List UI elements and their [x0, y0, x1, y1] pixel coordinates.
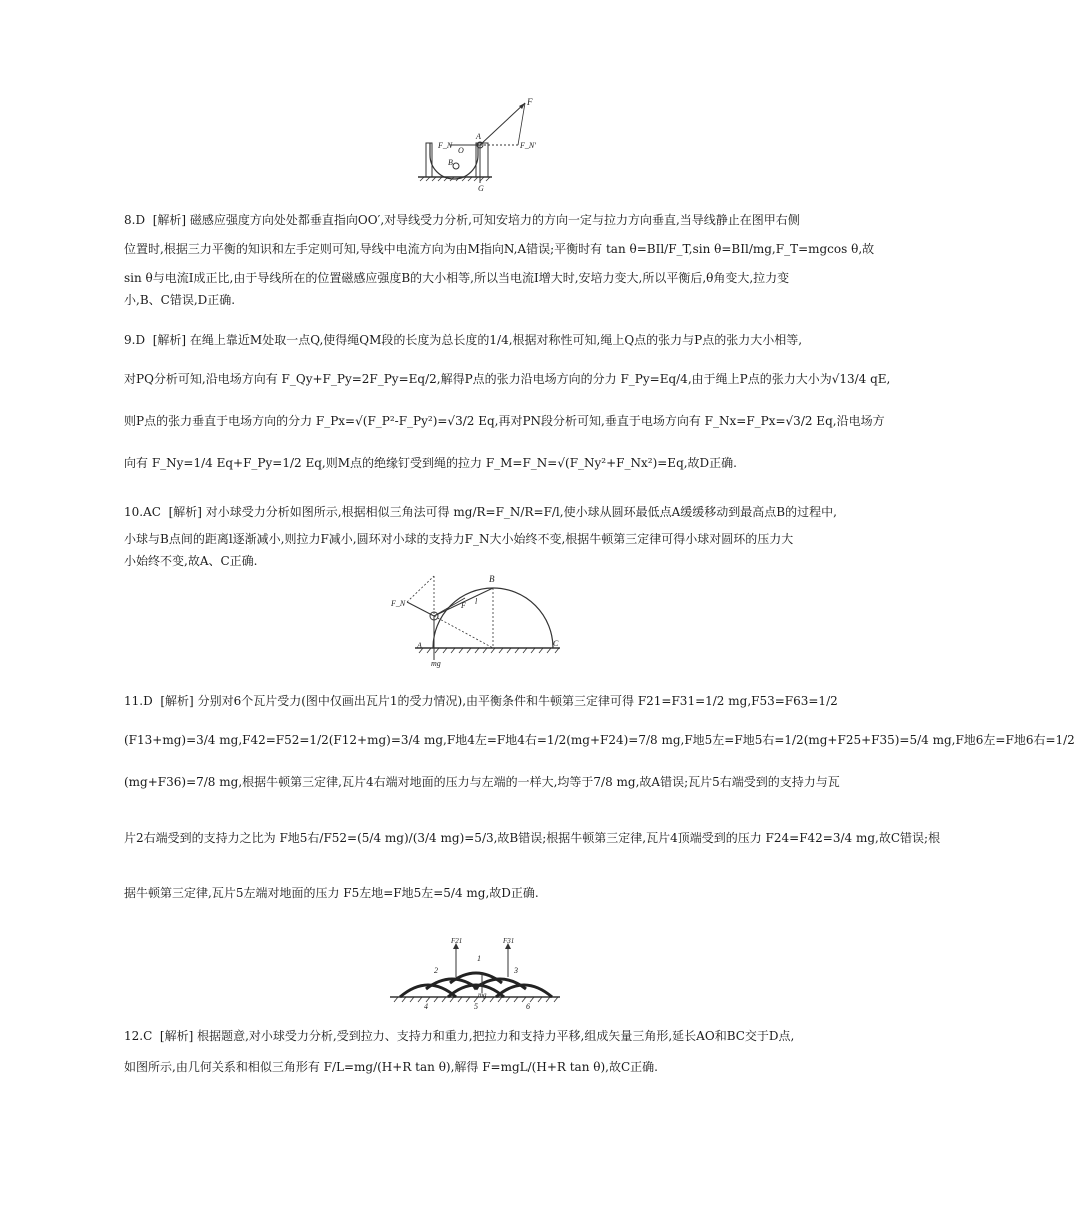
- fig1-label-g: G: [478, 184, 484, 193]
- figure-2-svg: [385, 568, 565, 668]
- fig2-label-a: A: [417, 641, 422, 650]
- figure-3-svg: [388, 935, 563, 1015]
- solution-12-head: 12.C: [124, 1029, 153, 1043]
- solution-10-tag: [解析]: [168, 505, 202, 519]
- fig2-label-c: C: [553, 639, 559, 648]
- solution-8-tag: [解析]: [152, 213, 187, 227]
- solution-12-line-2: [124, 1047, 830, 1087]
- solution-11-head: 11.D: [124, 694, 153, 708]
- figure-1: [410, 95, 550, 195]
- solution-11: [124, 683, 1075, 913]
- solution-9-text-1: 在绳上靠近M处取一点Q,使得绳QM段的长度为总长度的1/4,根据对称性可知,绳上Q点的张力与P点的张力大小相等,: [189, 333, 803, 347]
- solution-10-text-2: 小球与B点间的距离l逐渐减小,则拉力F减小,圆环对小球的支持力F_N大小始终不变,根据牛顿第三定律可得小球对圆环的压力大: [124, 532, 794, 546]
- solution-8-line-2: [124, 231, 875, 267]
- solution-9: [124, 322, 891, 484]
- fig3-label-4: 4: [424, 1002, 428, 1011]
- solution-8-line-3: [124, 267, 830, 289]
- solution-9-text-3: 则P点的张力垂直于电场方向的分力 F_Px=√(F_P²-F_Py²)=√3/2 Eq,再对PN段分析可知,垂直于电场方向有 F_Nx=F_Px=√3/2 Eq,沿电场方: [124, 414, 885, 428]
- fig3-label-6: 6: [526, 1002, 530, 1011]
- solution-10: [124, 496, 837, 572]
- solution-9-line-1: [124, 322, 830, 358]
- tile-1: [450, 973, 502, 983]
- solution-10-line-2: [124, 528, 830, 550]
- solution-11-text-2: (F13+mg)=3/4 mg,F42=F52=1/2(F12+mg)=3/4 mg,F地4左=F地4右=1/2(mg+F24)=7/8 mg,F地5左=F地5右=1/2(mg+F25+F35)=5/4 mg,F地6左=F地6右=1/2: [124, 733, 1075, 747]
- fig3-label-mg: mg: [478, 991, 487, 999]
- solution-11-text-5: 据牛顿第三定律,瓦片5左端对地面的压力 F5左地=F地5左=5/4 mg,故D正确.: [124, 886, 539, 900]
- solution-11-tag: [解析]: [160, 694, 194, 708]
- solution-12-tag: [解析]: [159, 1029, 194, 1043]
- fn-arrow: [407, 602, 434, 616]
- solution-9-line-3: [124, 400, 885, 442]
- figure-1-svg: [410, 95, 550, 195]
- solution-10-text-3: 小始终不变,故A、C正确.: [124, 554, 258, 568]
- solution-11-line-5: [124, 873, 830, 913]
- solution-8-line-4: [124, 289, 830, 311]
- solution-11-text-1: 分别对6个瓦片受力(图中仅画出瓦片1的受力情况),由平衡条件和牛顿第三定律可得 F21=F31=1/2 mg,F53=F63=1/2: [197, 694, 838, 708]
- fig1-label-fn: F_N: [438, 141, 453, 150]
- solution-11-line-2: [124, 719, 1075, 761]
- solution-12-text-2: 如图所示,由几何关系和相似三角形有 F/L=mg/(H+R tan θ),解得 F=mgL/(H+R tan θ),故C正确.: [124, 1060, 658, 1074]
- force-f-arrow: [480, 103, 525, 145]
- figure-3: [388, 935, 563, 1015]
- solution-8: [124, 209, 875, 311]
- fig1-label-fn-prime: F_N': [520, 141, 536, 150]
- figure-2: [385, 568, 565, 668]
- solution-10-head: 10.AC: [124, 505, 161, 519]
- solution-11-line-3: [124, 761, 840, 803]
- fig3-label-3: 3: [514, 966, 518, 975]
- solution-12: [124, 1025, 830, 1087]
- point-b-marker: [453, 163, 459, 169]
- solution-8-head: 8.D: [124, 213, 146, 227]
- fig3-label-f31: F31: [503, 937, 515, 945]
- solution-10-text-1: 对小球受力分析如图所示,根据相似三角法可得 mg/R=F_N/R=F/l,使小球从圆环最低点A缓缓移动到最高点B的过程中,: [205, 505, 837, 519]
- fig3-label-1: 1: [477, 954, 481, 963]
- solution-12-text-1: 根据题意,对小球受力分析,受到拉力、支持力和重力,把拉力和支持力平移,组成矢量三角形,延长AO和BC交于D点,: [197, 1029, 795, 1043]
- solution-8-text-3: sin θ与电流I成正比,由于导线所在的位置磁感应强度B的大小相等,所以当电流I增大时,安培力变大,所以平衡后,θ角变大,拉力变: [124, 271, 790, 285]
- fig1-label-f: F: [527, 97, 533, 107]
- solution-8-text-2: 位置时,根据三力平衡的知识和左手定则可知,导线中电流方向为由M指向N,A错误;平衡时有 tan θ=BIl/F_T,sin θ=BIl/mg,F_T=mgcos θ,故: [124, 242, 875, 256]
- solution-9-line-4: [124, 442, 830, 484]
- fig3-label-f21: F21: [451, 937, 463, 945]
- solution-11-line-4: [124, 803, 941, 873]
- solution-8-line-1: [124, 209, 830, 231]
- solution-9-text-4: 向有 F_Ny=1/4 Eq+F_Py=1/2 Eq,则M点的绝缘钉受到绳的拉力 F_M=F_N=√(F_Ny²+F_Nx²)=Eq,故D正确.: [124, 456, 737, 470]
- fig1-label-o: O: [458, 146, 464, 155]
- solution-12-line-1: [124, 1025, 830, 1047]
- fig2-label-l: l: [475, 597, 478, 606]
- solution-9-text-2: 对PQ分析可知,沿电场方向有 F_Qy+F_Py=2F_Py=Eq/2,解得P点的张力沿电场方向的分力 F_Py=Eq/4,由于绳上P点的张力大小为√13/4 qE,: [124, 372, 891, 386]
- fig1-label-a: A: [476, 132, 481, 141]
- fig2-ground-hatch: [419, 648, 559, 653]
- fig2-label-b: B: [489, 574, 495, 584]
- solution-11-line-1: [124, 683, 838, 719]
- solution-9-head: 9.D: [124, 333, 146, 347]
- left-block: [426, 143, 432, 177]
- solution-8-text-4: 小,B、C错误,D正确.: [124, 293, 236, 307]
- radius-dashed: [434, 616, 493, 648]
- fig1-label-b: B: [448, 158, 453, 167]
- fig2-label-f: F: [461, 601, 466, 610]
- solution-11-text-4: 片2右端受到的支持力之比为 F地5右/F52=(5/4 mg)/(3/4 mg)=5/3,故B错误;根据牛顿第三定律,瓦片4顶端受到的压力 F24=F42=3/4 mg,故C错误;根: [124, 831, 941, 845]
- force-triangle: [518, 103, 525, 145]
- fig3-label-2: 2: [434, 966, 438, 975]
- side-dashed: [407, 576, 434, 602]
- solution-9-tag: [解析]: [152, 333, 187, 347]
- solution-9-line-2: [124, 358, 891, 400]
- solution-10-line-1: [124, 496, 837, 528]
- fig3-label-5: 5: [474, 1002, 478, 1011]
- fig2-label-fn: F_N: [391, 599, 406, 608]
- solution-11-text-3: (mg+F36)=7/8 mg,根据牛顿第三定律,瓦片4右端对地面的压力与左端的一样大,均等于7/8 mg,故A错误;瓦片5右端受到的支持力与瓦: [124, 775, 840, 789]
- fig2-label-mg: mg: [431, 659, 441, 668]
- solution-8-text-1: 磁感应强度方向处处都垂直指向OO′,对导线受力分析,可知安培力的方向一定与拉力方向垂直,当导线静止在图甲右侧: [189, 213, 800, 227]
